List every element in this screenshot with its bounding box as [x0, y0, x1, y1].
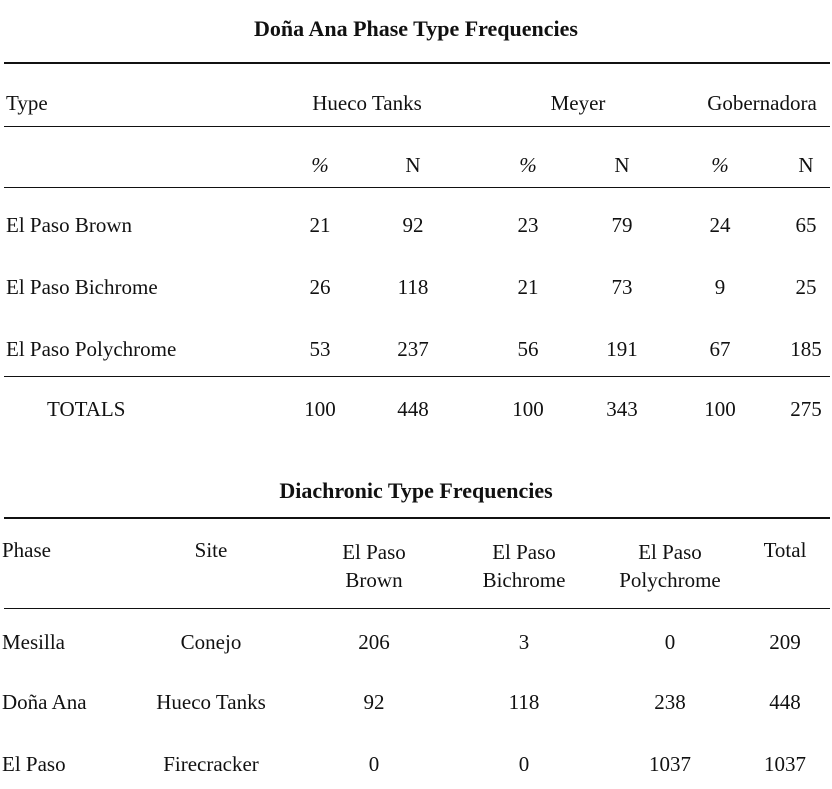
table2-row-polychrome: 238: [654, 690, 686, 714]
table1-header-rule: [4, 126, 830, 127]
table1-totals-label: TOTALS: [47, 397, 126, 421]
table1-totals-value: 100: [304, 397, 336, 421]
table1-pct-header-hueco: %: [311, 153, 329, 177]
table2-bichrome-header-line2: Bichrome: [482, 568, 566, 592]
table1-title: Doña Ana Phase Type Frequencies: [254, 16, 578, 41]
table2-row-phase: Mesilla: [2, 630, 65, 654]
table1-row-value: 26: [309, 275, 331, 299]
table2-phase-header: Phase: [2, 538, 51, 562]
table1-row-value: 53: [309, 337, 331, 361]
table2-site-header: Site: [194, 538, 228, 562]
table1-totals-value: 275: [790, 397, 822, 421]
table1-type-header: Type: [6, 91, 48, 115]
table1-row-value: 79: [611, 213, 633, 237]
table1-row-value: 24: [709, 213, 731, 237]
table1-totals-value: 100: [512, 397, 544, 421]
table2-header-rule: [4, 608, 830, 609]
table2-bichrome-header-line1: El Paso: [492, 540, 556, 564]
table2-total-header: Total: [763, 538, 807, 562]
table1-totals-value: 448: [397, 397, 429, 421]
table1-row-value: 21: [309, 213, 331, 237]
table1-pct-header-gobernadora: %: [711, 153, 729, 177]
table2-title: Diachronic Type Frequencies: [279, 478, 553, 503]
table2-row-brown: 206: [358, 630, 390, 654]
table2-row-polychrome: 0: [664, 630, 676, 654]
table2-polychrome-header-line1: El Paso: [638, 540, 702, 564]
table1-row-value: 21: [517, 275, 539, 299]
table1-row-value: 25: [795, 275, 817, 299]
table2-row-bichrome: 118: [508, 690, 540, 714]
table1-n-header-hueco: N: [405, 153, 421, 177]
table1-row-value: 67: [709, 337, 731, 361]
table1-site-header-hueco: Hueco Tanks: [312, 91, 422, 115]
table1-row-value: 118: [397, 275, 429, 299]
table2-row-brown: 92: [363, 690, 385, 714]
table1-row-value: 185: [790, 337, 822, 361]
table1-site-header-meyer: Meyer: [550, 91, 606, 115]
table2-polychrome-header: [619, 538, 720, 594]
table1-site-header-gobernadora: Gobernadora: [707, 91, 817, 115]
table2-row-bichrome: 3: [518, 630, 530, 654]
table2-row-polychrome: 1037: [649, 752, 691, 776]
table2-row-total: 1037: [764, 752, 806, 776]
table1-n-header-gobernadora: N: [798, 153, 814, 177]
table2-row-phase: Doña Ana: [2, 690, 87, 714]
table1-row-value: 9: [714, 275, 726, 299]
table1-row-value: 92: [402, 213, 424, 237]
table1-row-value: 23: [517, 213, 539, 237]
table2-row-phase: El Paso: [2, 752, 66, 776]
table1-row-type: El Paso Polychrome: [6, 337, 177, 361]
table2-bichrome-header: [483, 538, 566, 594]
table2-row-total: 448: [769, 690, 801, 714]
table1-subheader-rule: [4, 187, 830, 188]
table2-brown-header: [342, 538, 406, 594]
table1-row-value: 73: [611, 275, 633, 299]
table2-row-total: 209: [769, 630, 801, 654]
table1-totals-rule: [4, 376, 830, 377]
table1-n-header-meyer: N: [614, 153, 630, 177]
table1-top-rule: [4, 62, 830, 64]
table1-row-value: 56: [517, 337, 539, 361]
table2-polychrome-header-line2: Polychrome: [619, 568, 721, 592]
table1-row-type: El Paso Brown: [6, 213, 132, 237]
table1-totals-value: 100: [704, 397, 736, 421]
table2-row-bichrome: 0: [518, 752, 530, 776]
table1-row-value: 237: [397, 337, 429, 361]
table1-row-type: El Paso Bichrome: [6, 275, 158, 299]
table1-pct-header-meyer: %: [519, 153, 537, 177]
table1-row-value: 191: [606, 337, 638, 361]
table1-row-value: 65: [795, 213, 817, 237]
table2-brown-header-line1: El Paso: [342, 540, 406, 564]
table2-row-site: Conejo: [180, 630, 242, 654]
table2-row-site: Hueco Tanks: [156, 690, 266, 714]
table1-totals-value: 343: [606, 397, 638, 421]
table2-row-site: Firecracker: [163, 752, 259, 776]
table2-brown-header-line2: Brown: [345, 568, 403, 592]
table2-row-brown: 0: [368, 752, 380, 776]
table2-top-rule: [4, 517, 830, 519]
